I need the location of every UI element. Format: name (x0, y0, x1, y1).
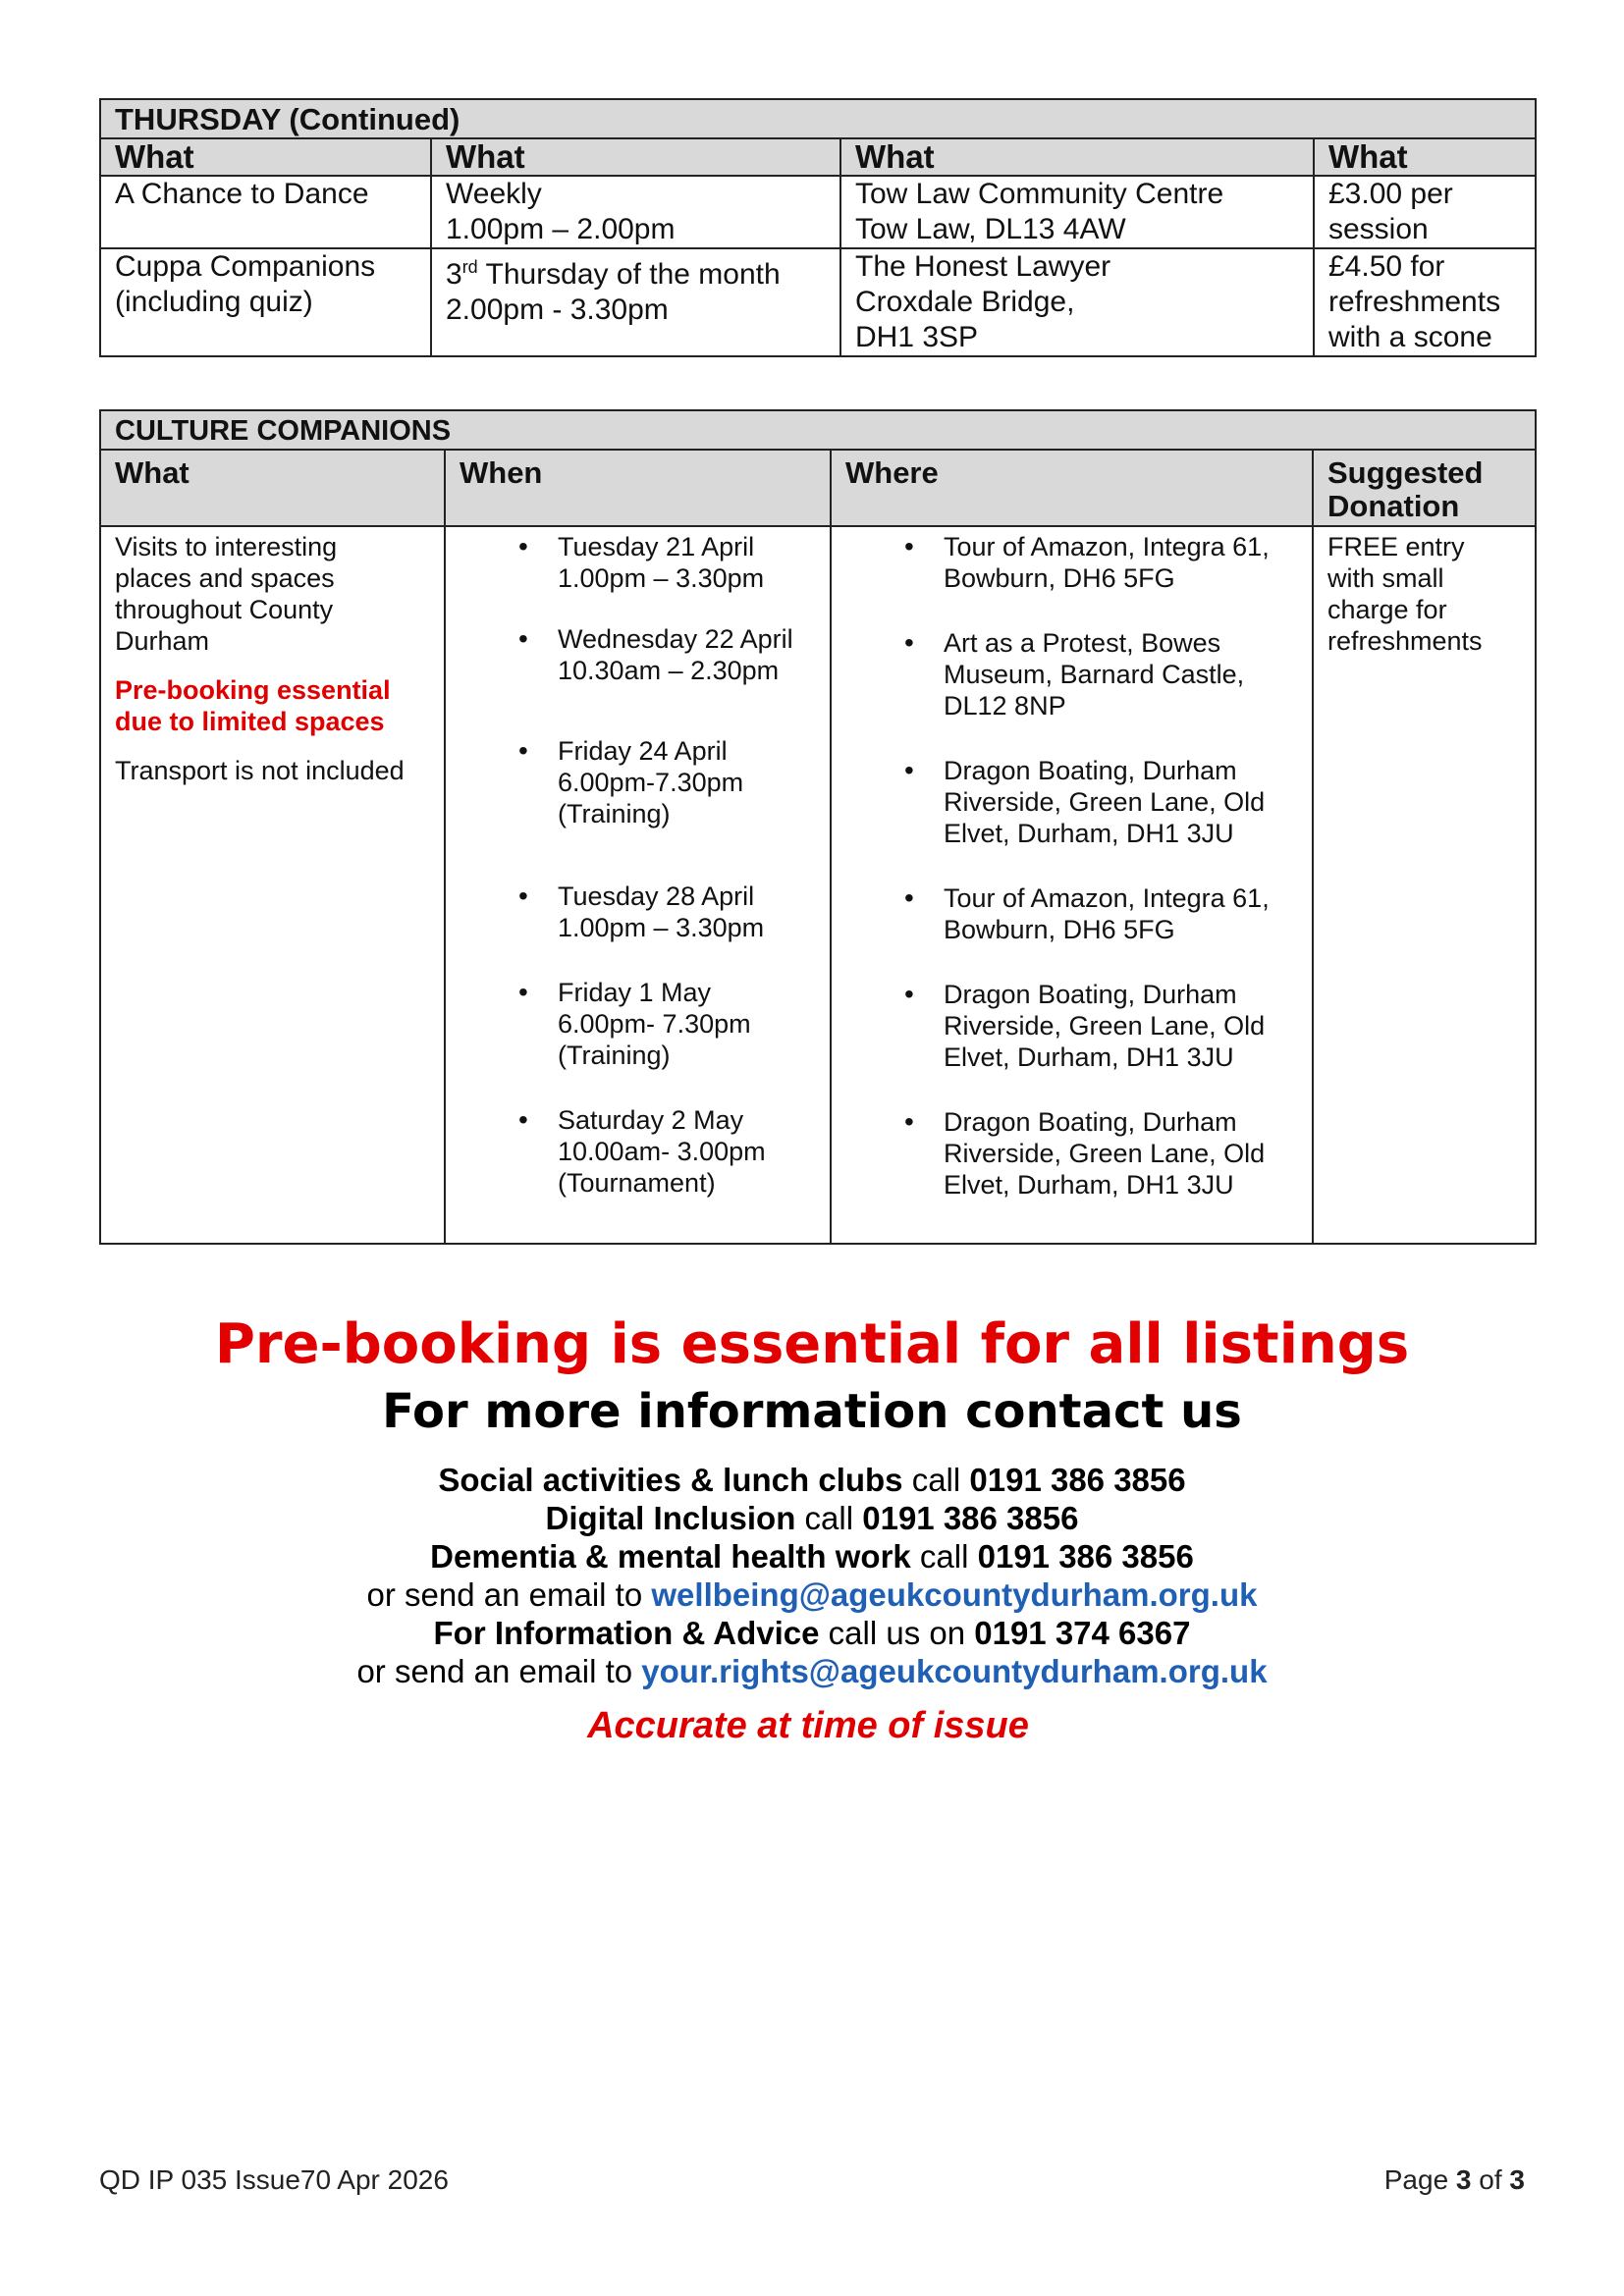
cost-cell (1314, 176, 1536, 248)
rights-email-link[interactable]: your.rights@ageukcountydurham.org.uk (641, 1653, 1268, 1689)
cost-line: session (1328, 213, 1429, 245)
cost-line: £3.00 per (1328, 178, 1453, 210)
table-row (100, 248, 1536, 356)
time: 2.00pm - 3.30pm (446, 294, 669, 326)
cost-line: £4.50 for (1328, 250, 1445, 283)
culture-companions-table (99, 409, 1537, 1245)
activity-name: A Chance to Dance (115, 178, 369, 210)
ordinal-number: 3 (446, 258, 462, 291)
list-item (845, 1106, 1298, 1201)
phone-number: 0191 386 3856 (969, 1462, 1186, 1498)
address: Tow Law, DL13 4AW (855, 213, 1126, 245)
connector-text: or send an email to (366, 1576, 652, 1613)
page-label: Page (1383, 2164, 1456, 2195)
phone-number: 0191 386 3856 (862, 1500, 1079, 1536)
list-item (460, 735, 816, 829)
venue: The Honest Lawyer (855, 250, 1111, 283)
connector-text: call (795, 1500, 863, 1536)
venue-line: Riverside, Green Lane, Old (944, 1011, 1266, 1041)
activity-cell (100, 176, 431, 248)
column-header: Where (831, 450, 1313, 526)
time: 6.00pm-7.30pm (558, 768, 744, 797)
contact-line-email-wellbeing (0, 1575, 1624, 1614)
description-line: Durham (115, 626, 210, 656)
venue-line: DL12 8NP (944, 691, 1066, 721)
document-reference: QD IP 035 Issue70 Apr 2026 (99, 2164, 449, 2195)
list-item (845, 531, 1298, 594)
session-type: (Training) (558, 1041, 671, 1070)
venue-line: Elvet, Durham, DH1 3JU (944, 1170, 1234, 1200)
venue-line: Riverside, Green Lane, Old (944, 787, 1266, 817)
venue-line: Bowburn, DH6 5FG (944, 915, 1175, 944)
time: 10.00am- 3.00pm (558, 1137, 766, 1166)
date: • Tuesday 28 April (558, 881, 755, 911)
accuracy-note: Accurate at time of issue (587, 1705, 1029, 1746)
session-type: (Tournament) (558, 1168, 716, 1198)
connector-text: or send an email to (356, 1653, 642, 1689)
postcode: DH1 3SP (855, 321, 979, 353)
venue-line: • Dragon Boating, Durham (944, 980, 1237, 1009)
date: • Saturday 2 May (558, 1105, 744, 1135)
time: 10.30am – 2.30pm (558, 656, 780, 685)
column-header: Suggested Donation (1313, 450, 1536, 526)
list-item (845, 755, 1298, 849)
where-cell (840, 248, 1314, 356)
list-item (845, 979, 1298, 1073)
when-cell (431, 248, 840, 356)
list-item (460, 531, 816, 594)
column-header: What (100, 450, 445, 526)
description-line: places and spaces (115, 563, 335, 593)
prebooking-headline: Pre-booking is essential for all listings (214, 1312, 1410, 1376)
date: • Friday 24 April (558, 736, 728, 766)
column-header: What (1314, 138, 1536, 176)
contact-line-digital (0, 1499, 1624, 1537)
contact-line-dementia (0, 1537, 1624, 1575)
phone-number: 0191 386 3856 (977, 1538, 1194, 1575)
transport-note: Transport is not included (115, 756, 405, 785)
column-header: When (445, 450, 831, 526)
venue-line: Elvet, Durham, DH1 3JU (944, 819, 1234, 848)
donation-line: refreshments (1327, 626, 1483, 656)
activity-cell (100, 248, 431, 356)
venue-line: Bowburn, DH6 5FG (944, 563, 1175, 593)
activity-cell (100, 526, 445, 1244)
activity-detail: (including quiz) (115, 286, 313, 318)
table-title: CULTURE COMPANIONS (100, 410, 1536, 450)
list-item (460, 623, 816, 686)
donation-cell (1313, 526, 1536, 1244)
date: • Wednesday 22 April (558, 624, 793, 654)
donation-line: charge for (1327, 595, 1447, 624)
list-item (460, 881, 816, 943)
contact-line-social (0, 1461, 1624, 1499)
wellbeing-email-link[interactable]: wellbeing@ageukcountydurham.org.uk (651, 1576, 1258, 1613)
column-header: What (431, 138, 840, 176)
venue-line: • Tour of Amazon, Integra 61, (944, 532, 1270, 561)
venue: Tow Law Community Centre (855, 178, 1224, 210)
donation-line: FREE entry (1327, 532, 1465, 561)
page-number (1384, 2164, 1525, 2196)
dates-list (460, 531, 816, 1199)
cost-line: refreshments (1328, 286, 1501, 318)
venue-line: Elvet, Durham, DH1 3JU (944, 1042, 1234, 1072)
ordinal-suffix: rd (461, 257, 478, 277)
thursday-table (99, 98, 1537, 357)
service-name: Digital Inclusion (545, 1500, 796, 1536)
list-item (845, 627, 1298, 721)
prebooking-note: Pre-booking essential (115, 675, 391, 705)
venue-line: • Tour of Amazon, Integra 61, (944, 883, 1270, 913)
time: 1.00pm – 3.30pm (558, 913, 765, 942)
where-cell (831, 526, 1313, 1244)
service-name: Social activities & lunch clubs (438, 1462, 903, 1498)
date: • Tuesday 21 April (558, 532, 755, 561)
venue-line: • Art as a Protest, Bowes (944, 628, 1221, 658)
current-page: 3 (1455, 2164, 1472, 2195)
table-row (100, 176, 1536, 248)
frequency: Weekly (446, 178, 542, 210)
venue-line: • Dragon Boating, Durham (944, 756, 1237, 785)
venues-list (845, 531, 1298, 1201)
time: 6.00pm- 7.30pm (558, 1009, 751, 1039)
contact-details (0, 1461, 1624, 1690)
activity-name: Cuppa Companions (115, 250, 376, 283)
contact-line-advice (0, 1614, 1624, 1652)
venue-line: • Dragon Boating, Durham (944, 1107, 1237, 1137)
list-item (845, 882, 1298, 945)
frequency (446, 249, 826, 293)
list-item (460, 977, 816, 1071)
time: 1.00pm – 2.00pm (446, 213, 676, 245)
connector-text: call us on (819, 1615, 975, 1651)
address: Croxdale Bridge, (855, 286, 1075, 318)
when-cell (431, 176, 840, 248)
prebooking-note: due to limited spaces (115, 707, 385, 736)
connector-text: call (910, 1538, 978, 1575)
where-cell (840, 176, 1314, 248)
contact-line-email-rights (0, 1652, 1624, 1690)
date: • Friday 1 May (558, 978, 712, 1007)
time: 1.00pm – 3.30pm (558, 563, 765, 593)
frequency-text: Thursday of the month (477, 258, 781, 291)
table-title: THURSDAY (Continued) (100, 99, 1536, 138)
total-pages: 3 (1509, 2164, 1525, 2195)
description-line: throughout County (115, 595, 334, 624)
service-name: For Information & Advice (433, 1615, 820, 1651)
cost-line: with a scone (1328, 321, 1492, 353)
column-header: What (100, 138, 431, 176)
page-label: of (1471, 2164, 1510, 2195)
when-cell (445, 526, 831, 1244)
venue-line: Museum, Barnard Castle, (944, 660, 1245, 689)
phone-number: 0191 374 6367 (974, 1615, 1191, 1651)
cost-cell (1314, 248, 1536, 356)
column-header: What (840, 138, 1314, 176)
session-type: (Training) (558, 799, 671, 828)
venue-line: Riverside, Green Lane, Old (944, 1139, 1266, 1168)
table-row (100, 526, 1536, 1244)
description-line: Visits to interesting (115, 532, 338, 561)
connector-text: call (902, 1462, 970, 1498)
list-item (460, 1104, 816, 1199)
contact-subheadline: For more information contact us (382, 1384, 1242, 1439)
donation-line: with small (1327, 563, 1444, 593)
service-name: Dementia & mental health work (430, 1538, 911, 1575)
